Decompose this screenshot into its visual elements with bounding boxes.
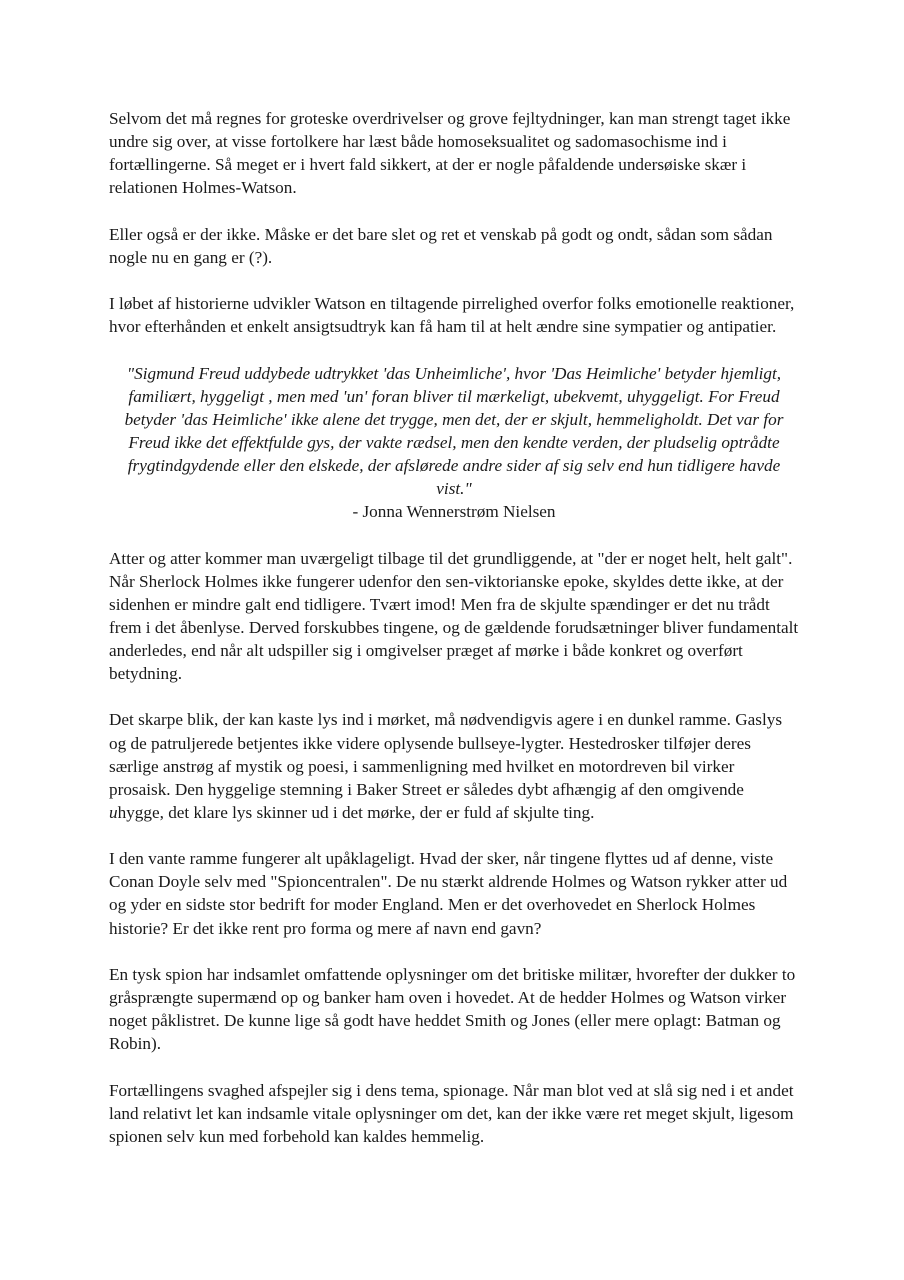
paragraph-1: Selvom det må regnes for groteske overdrivelser og grove fejltydninger, kan man strengt taget ikke undre sig over, at visse fortolkere har læst både homoseksualitet og sadomasochisme ind i fortællingerne. Så meget er i hvert fald sikkert, at der er nogle påfaldende undersøiske skær i relationen Holmes-Watson. — [109, 109, 791, 198]
paragraph-3: I løbet af historierne udvikler Watson en tiltagende pirrelighed overfor folks emotionelle reaktioner, hvor efterhånden et enkelt ansigtsudtryk kan få ham til at helt ændre sine sympatier og antipatier. — [109, 294, 795, 337]
paragraph-6: I den vante ramme fungerer alt upåklageligt. Hvad der sker, når tingene flyttes ud af denne, viste Conan Doyle selv med "Spioncentralen". De nu stærkt aldrende Holmes og Watson rykker atter ud og yder en sidste stor bedrift for moder England. Men er det overhovedet en Sherlock Holmes historie? Er det ikke rent pro forma og mere af navn end gavn? — [109, 849, 788, 938]
quote-attribution: - Jonna Wennerstrøm Nielsen — [352, 502, 556, 522]
paragraph-5-text-start: Det skarpe blik, der kan kaste lys ind i mørket, må nødvendigvis agere i en dunkel ramme. Gaslys og de patruljerede betjentes ikke videre oplysende bullseye-lygter. Hestedrosker tilføjer deres særlige anstrøg af mystik og poesi, i sammenligning med hvilket en motordreven bil virker prosaisk. Den hyggelige stemning i Baker Street er således dybt afhængig af den omgivende — [109, 710, 783, 799]
document-page — [109, 107, 799, 1171]
paragraph-7: En tysk spion har indsamlet omfattende oplysninger om det britiske militær, hvorefter der dukker to gråsprængte supermænd op og banker ham oven i hovedet. At de hedder Holmes og Watson virker noget påklistret. De kunne lige så godt have heddet Smith og Jones (eller mere oplagt: Batman og Robin). — [109, 964, 796, 1054]
paragraph-8: Fortællingens svaghed afspejler sig i dens tema, spionage. Når man blot ved at slå sig ned i et andet land relativt let kan indsamle vitale oplysninger om det, kan der ikke være ret meget skjult, ligesom spionen selv kun med forbehold kan kaldes hemmelig. — [109, 1080, 794, 1146]
quote-text: "Sigmund Freud uddybede udtrykket 'das Unheimliche', hvor 'Das Heimliche' betyder hjemligt, familiært, hyggeligt , men med 'un' foran bliver til mærkeligt, ubekvemt, uhyggeligt. For Freud betyder 'das Heimliche' ikke alene det trygge, men det, der er skjult, hemmeligholdt. Det var for Freud ikke det effektfulde gys, der vakte rædsel, men den kendte verden, der pludselig optrådte frygtindgydende eller den elskede, der afslørede andre sider af sig selv end hun tidligere havde vist." — [124, 363, 784, 499]
block-quote — [109, 362, 799, 524]
paragraph-5 — [109, 708, 799, 823]
paragraph-5-emphasis: u — [109, 802, 118, 822]
paragraph-5-text-end: hygge, det klare lys skinner ud i det mørke, der er fuld af skjulte ting. — [117, 802, 595, 822]
paragraph-4: Atter og atter kommer man uværgeligt tilbage til det grundliggende, at "der er noget helt, helt galt". Når Sherlock Holmes ikke fungerer udenfor den sen-viktorianske epoke, skyldes dette ikke, at der sidenhen er mindre galt end tidligere. Tvært imod! Men fra de skjulte spændinger er det nu trådt frem i det åbenlyse. Derved forskubbes tingene, og de gældende forudsætninger bliver fundamentalt anderledes, end når alt udspiller sig i omgivelser præget af mørke i både konkret og overført betydning. — [109, 548, 799, 684]
paragraph-2: Eller også er der ikke. Måske er det bare slet og ret et venskab på godt og ondt, sådan som sådan nogle nu en gang er (?). — [109, 224, 773, 267]
